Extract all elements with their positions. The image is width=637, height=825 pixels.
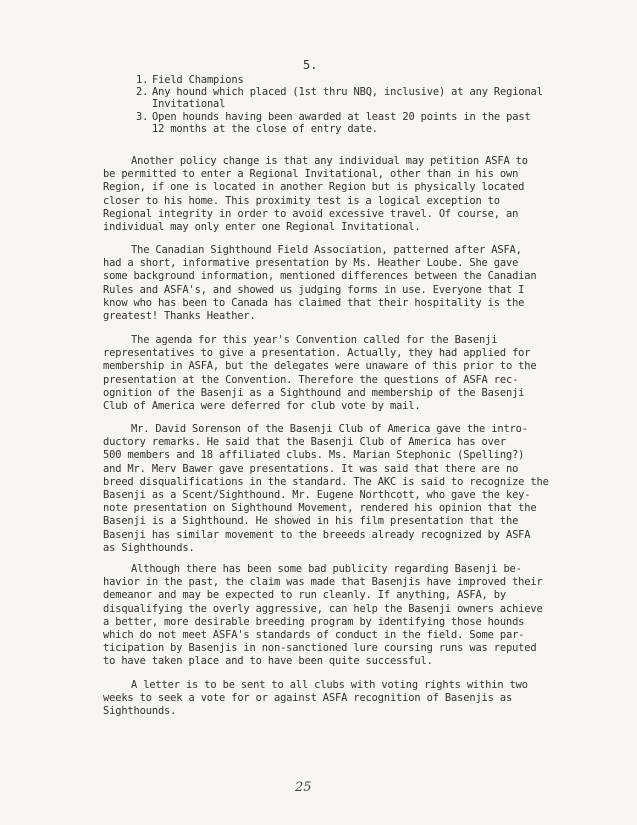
paragraph-convention-agenda — [103, 334, 549, 413]
paragraph-basenji-behavior — [103, 563, 549, 669]
list-item — [136, 74, 556, 86]
paragraph-policy-change — [103, 155, 549, 234]
paragraph: The Canadian Sighthound Field Association, patterned after ASFA, had a short, informative presentation by Ms. Heather Loube. She gave some background information, mentioned differences between the Canadian Rules and ASFA's, and showed us judging forms in use. Everyone that I know who has been to Canada has claimed that their hospitality is the greatest! Thanks Heather. — [103, 244, 537, 323]
paragraph-canadian-association — [103, 244, 549, 323]
handwritten-page-mark: 25 — [295, 780, 312, 795]
paragraph: Another policy change is that any individual may petition ASFA to be permitted to enter a Regional Invitational, other than in his own Region, if one is located in another Region but is physically located closer to his home. This proximity test is a logical exception to Regional integrity in order to avoid excessive travel. Of course, an individual may only enter one Regional Invitational. — [103, 155, 528, 234]
list-item-text: Open hounds having been awarded at least 20 points in the past 12 months at the close of entry date. — [152, 110, 531, 135]
list-item-text: Any hound which placed (1st thru NBQ, inclusive) at any Regional Invitational — [152, 86, 543, 111]
paragraph-basenji-presentation — [103, 423, 549, 555]
paragraph: Mr. David Sorenson of the Basenji Club of America gave the intro- ductory remarks. He said that the Basenji Club of America has over 500 members and 18 affiliated clubs. Ms. Marian Stephonic (Spelling?) and Mr. Merv Bawer gave presentations. It was said that there are no breed disqualifications in the standard. The AKC is said to recognize the Basenji as a Scent/Sighthound. Mr. Eugene Northcott, who gave the key- note presentation on Sighthound Movement, rendered his opinion that the Basenji is a Sighthound. He showed in his film presentation that the Basenji has similar movement to the breeeds already recognized by ASFA as Sighthounds. — [103, 423, 549, 554]
qualification-list — [136, 74, 556, 135]
list-item-number: 3. — [136, 110, 149, 123]
paragraph: Although there has been some bad publicity regarding Basenji be- havior in the past, the claim was made that Basenjis have improved their demeanor and may be expected to run cleanly. If anything, ASFA, by disqualifying the overly aggressive, can help the Basenji owners achieve a better, more desirable breeding program by identifying those hounds which do not meet ASFA's standards of conduct in the field. Some par- ticipation by Basenjis in non-sanctioned lure coursing runs was reputed to have taken place and to have been quite successful. — [103, 563, 543, 668]
paragraph: A letter is to be sent to all clubs with voting rights within two weeks to seek a vote for or against ASFA recognition of Basenjis as Sighthounds. — [103, 679, 528, 718]
list-item-text: Field Champions — [152, 74, 244, 86]
list-item-number: 2. — [136, 86, 149, 99]
paragraph: The agenda for this year's Convention called for the Basenji representatives to give a presentation. Actually, they had applied for membership in ASFA, but the delegates were unaware of this prior to the presentation at the Convention. Therefore the questions of ASFA rec- ognition of the Basenji as a Sighthound and membership of the Basenji Club of America were deferred for club vote by mail. — [103, 334, 537, 413]
page-number: 5. — [303, 58, 318, 72]
list-item-number: 1. — [136, 74, 149, 86]
list-item — [136, 111, 556, 135]
list-item — [136, 86, 556, 110]
paragraph-voting-letter — [103, 679, 549, 719]
